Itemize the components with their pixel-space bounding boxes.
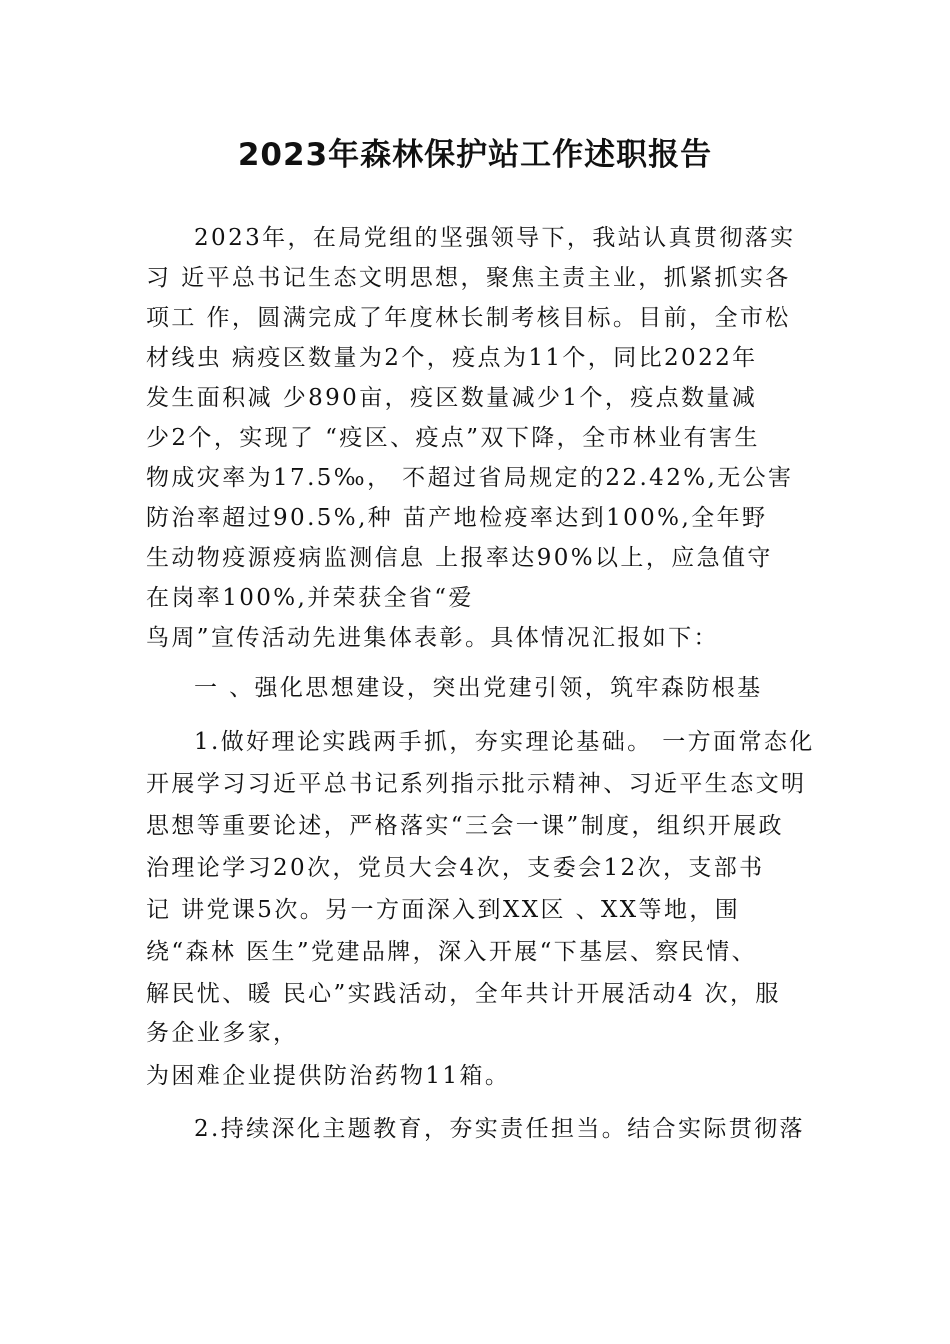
text-line: 生动物疫源疫病监测信息 上报率达90%以上，应急值守: [146, 545, 773, 571]
text-line: 绕“森林 医生”党建品牌，深入开展“下基层、察民情、: [146, 939, 757, 965]
text-line: 鸟周”宣传活动先进集体表彰。具体情况汇报如下：: [146, 625, 719, 651]
text-line: 物成灾率为17.5‰， 不超过省局规定的22.42%,无公害: [146, 465, 794, 491]
text-line: 为困难企业提供防治药物11箱。: [146, 1063, 511, 1089]
section-heading: 一 、强化思想建设，突出党建引领，筑牢森防根基: [194, 675, 763, 701]
text-line: 2.持续深化主题教育，夯实责任担当。结合实际贯彻落: [194, 1116, 805, 1142]
text-line: 1.做好理论实践两手抓，夯实理论基础。 一方面常态化: [194, 729, 815, 755]
text-line: 发生面积减 少890亩，疫区数量减少1个，疫点数量减: [146, 385, 758, 411]
text-line: 务企业多家，: [146, 1020, 299, 1046]
text-line: 治理论学习20次，党员大会4次，支委会12次，支部书: [146, 855, 765, 881]
text-line: 解民忧、暖 民心”实践活动，全年共计开展活动4 次，服: [146, 981, 781, 1007]
text-line: 记 讲党课5次。另一方面深入到XX区 、XX等地，围: [146, 897, 741, 923]
text-line: 开展学习习近平总书记系列指示批示精神、习近平生态文明: [146, 771, 807, 797]
text-line: 思想等重要论述，严格落实“三会一课”制度，组织开展政: [146, 813, 784, 839]
document-title: 2023年森林保护站工作述职报告: [237, 137, 713, 173]
text-line: 项工 作，圆满完成了年度林长制考核目标。目前，全市松: [146, 305, 791, 331]
text-line: 材线虫 病疫区数量为2个，疫点为11个，同比2022年: [146, 345, 758, 371]
text-line: 少2个，实现了 “疫区、疫点”双下降，全市林业有害生: [146, 425, 760, 451]
text-line: 在岗率100%,并荣获全省“爱: [146, 585, 474, 611]
text-line: 习 近平总书记生态文明思想，聚焦主责主业，抓紧抓实各: [146, 265, 791, 291]
text-line: 2023年，在局党组的坚强领导下，我站认真贯彻落实: [194, 225, 796, 251]
text-line: 防治率超过90.5%,种 苗产地检疫率达到100%,全年野: [146, 505, 768, 531]
